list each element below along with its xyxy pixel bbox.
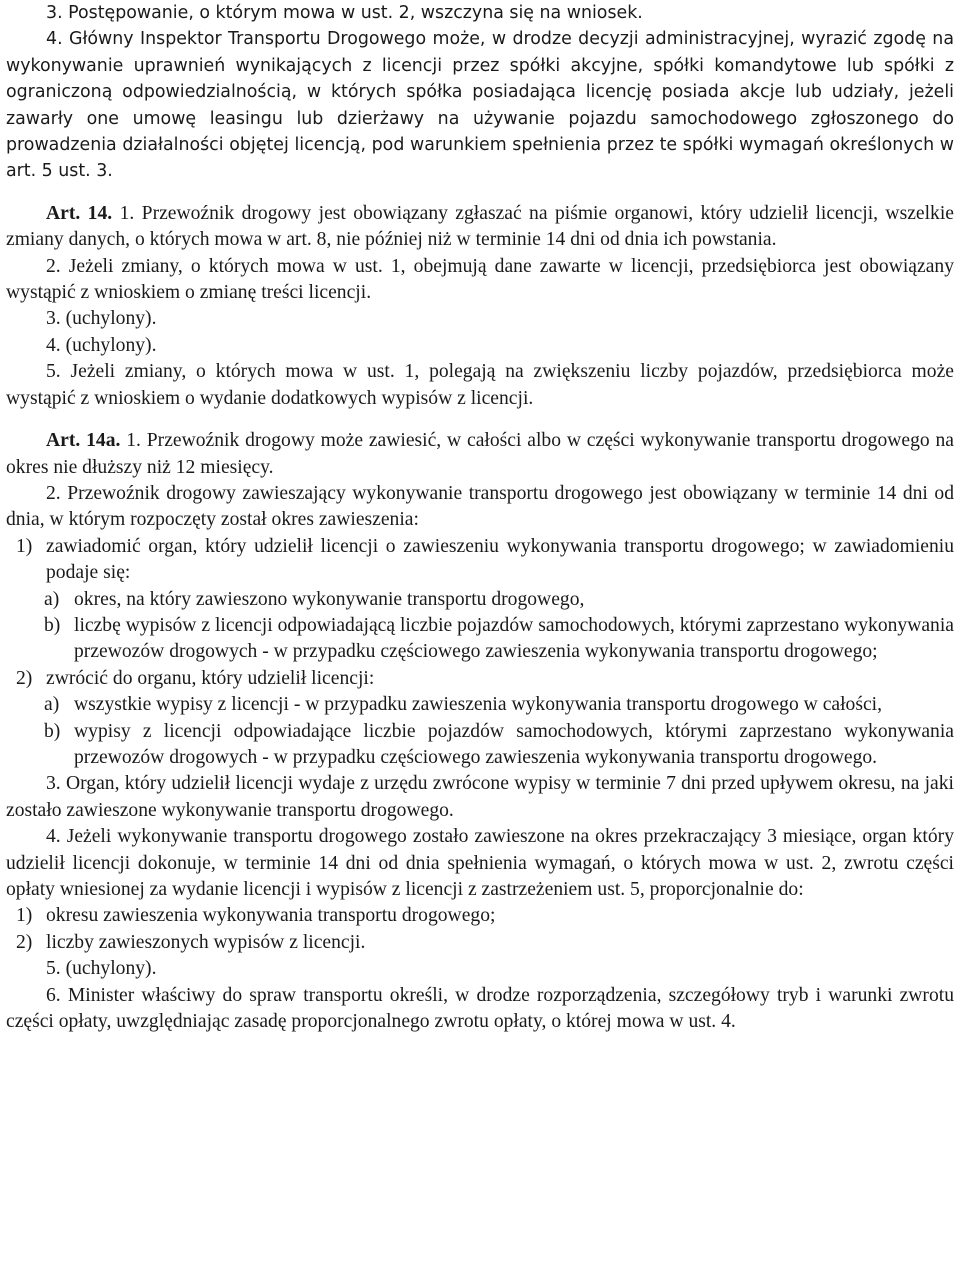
art14a-paragraph-5: 5. (uchylony).: [46, 958, 157, 980]
art14a-point-1a-text: okres, na który zawieszono wykonywanie transportu drogowego,: [74, 588, 585, 610]
art14a-p4-point-1: [6, 903, 954, 929]
art14a-paragraph-6: 6. Minister właściwy do spraw transportu określi, w drodze rozporządzenia, szczegółowy tryb i warunki zwrotu części opłaty, uwzględniając zasadę proporcjonalnego zwrotu opłaty, o której mowa w ust. 4.: [6, 984, 954, 1033]
art14a-point-1b: [6, 613, 954, 666]
art14a-p1-text: 1. Przewoźnik drogowy może zawiesić, w całości albo w części wykonywanie transportu drogowego na okres nie dłuższy niż 12 miesięcy.: [6, 430, 955, 478]
art14a-point-2-number: 2): [16, 667, 33, 689]
art14a-point-2a-text: wszystkie wypisy z licencji - w przypadku zawieszenia wykonywania transportu drogowego w całości,: [74, 694, 883, 716]
art14-paragraph-5: 5. Jeżeli zmiany, o których mowa w ust. 1, polegają na zwiększeniu liczby pojazdów, przedsiębiorca może wystąpić z wnioskiem o wydanie dodatkowych wypisów z licencji.: [6, 361, 954, 409]
art14a-heading: Art. 14a.: [46, 430, 121, 452]
art14a-paragraph-2: 2. Przewoźnik drogowy zawieszający wykonywanie transportu drogowego jest obowiązany w terminie 14 dni od dnia, w którym rozpoczęty został okres zawieszenia:: [6, 482, 954, 531]
art14a-p4-point-1-number: 1): [16, 905, 33, 927]
article-14: [6, 201, 954, 412]
art14a-point-2b-text: wypisy z licencji odpowiadające liczbie pojazdów samochodowych, którymi zaprzestano wykonywania przewozów drogowych - w przypadku częściowego zawieszenia wykonywania transportu drogowego.: [74, 720, 954, 768]
art13-paragraph-3: 3. Postępowanie, o którym mowa w ust. 2, wszczyna się na wniosek.: [46, 3, 643, 23]
art14a-point-1a-letter: a): [44, 588, 60, 610]
art14a-point-2: [6, 666, 954, 692]
art14a-point-2-text: zwrócić do organu, który udzielił licencji:: [46, 667, 375, 689]
art14-paragraph-4: 4. (uchylony).: [46, 334, 157, 356]
art14a-p4-point-2: [6, 930, 954, 956]
art14a-point-1-text: zawiadomić organ, który udzielił licencji o zawieszeniu wykonywania transportu drogowego; w zawiadomieniu podaje się:: [46, 535, 954, 584]
article-13-tail: [6, 0, 954, 185]
art14a-point-2a-letter: a): [44, 694, 60, 716]
art14a-point-1a: [6, 587, 954, 613]
art14-heading: Art. 14.: [46, 202, 113, 224]
art14-p1-text: 1. Przewoźnik drogowy jest obowiązany zgłaszać na piśmie organowi, który udzielił licencji, wszelkie zmiany danych, o których mowa w art. 8, nie później niż w terminie 14 dni od dnia ich powstania.: [6, 202, 954, 251]
art14a-point-1b-letter: b): [44, 614, 61, 636]
art14a-point-2b: [6, 719, 954, 772]
art14a-paragraph-3: 3. Organ, który udzielił licencji wydaje z urzędu zwrócone wypisy w terminie 7 dni przed upływem okresu, na jaki zostało zawieszone wykonywanie transportu drogowego.: [6, 773, 954, 821]
art14-paragraph-3: 3. (uchylony).: [46, 308, 157, 330]
art14a-p4-point-2-number: 2): [16, 931, 33, 953]
art14a-point-1: [6, 534, 954, 587]
art14-paragraph-1: [6, 201, 954, 254]
art14a-point-2a: [6, 692, 954, 718]
art14a-p4-point-1-text: okresu zawieszenia wykonywania transportu drogowego;: [46, 905, 496, 927]
art14a-point-2b-letter: b): [44, 720, 61, 742]
art14a-point-1b-text: liczbę wypisów z licencji odpowiadającą liczbie pojazdów samochodowych, którymi zaprzestano wykonywania przewozów drogowych - w przypadku częściowego zawieszenia wykonywania transportu drogowego;: [74, 614, 954, 663]
article-14a: [6, 428, 954, 1035]
art13-paragraph-4: 4. Główny Inspektor Transportu Drogowego może, w drodze decyzji administracyjnej, wyrazić zgodę na wykonywanie uprawnień wynikających z licencji przez spółki akcyjne, spółki komandytowe lub spółki z ograniczoną odpowiedzialnością, w których spółka posiadająca licencję posiada akcje lub udziały, jeżeli zawarły one umowę leasingu lub dzierżawy na używanie pojazdu samochodowego zgłoszonego do prowadzenia działalności objętej licencją, pod warunkiem spełnienia przez te spółki wymagań określonych w art. 5 ust. 3.: [6, 29, 954, 182]
art14a-paragraph-1: [6, 428, 954, 481]
art14a-paragraph-4: 4. Jeżeli wykonywanie transportu drogowego zostało zawieszone na okres przekraczający 3 miesiące, organ który udzielił licencji dokonuje, w terminie 14 dni od dnia spełnienia wymagań, o których mowa w ust. 2, zwrotu części opłaty wniesionej za wydanie licencji i wypisów z licencji z zastrzeżeniem ust. 5, proporcjonalnie do:: [6, 826, 954, 900]
art14-paragraph-2: 2. Jeżeli zmiany, o których mowa w ust. 1, obejmują dane zawarte w licencji, przedsiębiorca jest obowiązany wystąpić z wnioskiem o zmianę treści licencji.: [6, 255, 954, 304]
art14a-p4-point-2-text: liczby zawieszonych wypisów z licencji.: [46, 931, 366, 953]
art14a-point-1-number: 1): [16, 535, 33, 557]
